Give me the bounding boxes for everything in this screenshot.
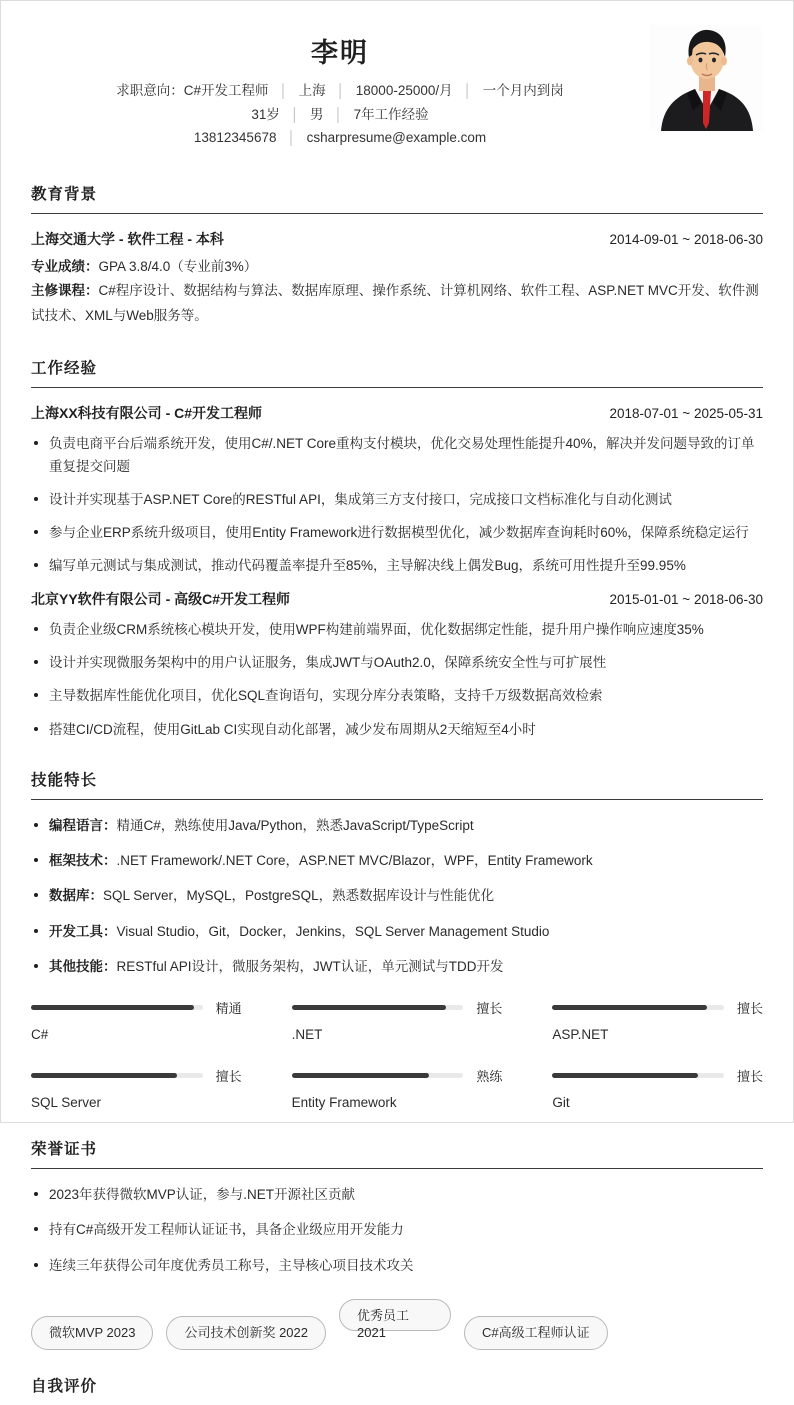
education-date: 2014-09-01 ~ 2018-06-30 (609, 231, 763, 247)
bar-track (552, 1073, 724, 1078)
city-segment: 上海 (298, 83, 326, 98)
section-honors (31, 1137, 763, 1350)
skill-bullet: 数据库：SQL Server，MySQL，PostgreSQL，熟悉数据库设计与性能优化 (31, 885, 763, 907)
experience-segment: 7年工作经验 (353, 106, 429, 122)
bullet-dot (34, 1263, 38, 1267)
bar-fill (552, 1005, 706, 1010)
job-date: 2015-01-01 ~ 2018-06-30 (609, 591, 763, 607)
section-education (31, 182, 763, 330)
badge-certification: C#高级工程师认证 (464, 1316, 608, 1350)
bullet-dot (34, 727, 38, 731)
skill-bullet: 其他技能：RESTful API设计，微服务架构，JWT认证，单元测试与TDD开发 (31, 956, 763, 978)
honor-bullet: 连续三年获得公司年度优秀员工称号，主导核心项目技术攻关 (31, 1255, 763, 1277)
candidate-name: 李明 (311, 38, 369, 68)
skill-bullet: 框架技术：.NET Framework/.NET Core，ASP.NET MVC/Blazor，WPF，Entity Framework (31, 850, 763, 872)
personal-info-line (31, 108, 649, 122)
skills-title: 技能特长 (31, 768, 763, 800)
job-intention-line (31, 84, 649, 98)
bar-fill (31, 1073, 177, 1078)
job-bullet: 参与企业ERP系统升级项目，使用Entity Framework进行数据模型优化，减少数据库查询耗时60%，保障系统稳定运行 (31, 522, 763, 544)
job-bullet: 负责电商平台后端系统开发，使用C#/.NET Core重构支付模块，优化交易处理性能提升40%，解决并发问题导致的订单重复提交问题 (31, 433, 763, 478)
honor-badges (31, 1299, 763, 1350)
courses-value: C#程序设计、数据结构与算法、数据库原理、操作系统、计算机网络、软件工程、ASP.NET MVC开发、软件测试技术、XML与Web服务等。 (31, 283, 759, 324)
salary-segment: 18000-25000/月 (355, 83, 453, 98)
job-entry (31, 403, 763, 577)
separator: │ (463, 83, 472, 98)
bullet-dot (34, 823, 38, 827)
badge-excellent-employee: 优秀员工 2021 (339, 1299, 451, 1331)
bar-fill (31, 1005, 194, 1010)
bullet-dot (34, 858, 38, 862)
bullet-dot (34, 1192, 38, 1196)
bar-fill (552, 1073, 698, 1078)
bar-track (552, 1005, 724, 1010)
job-bullet: 负责企业级CRM系统核心模块开发，使用WPF构建前端界面，优化数据绑定性能，提升用户操作响应速度35% (31, 619, 763, 641)
skill-bar-sqlserver: 擅长 SQL Server (31, 1069, 242, 1111)
separator: │ (336, 83, 345, 98)
skill-bar-csharp: 精通 C# (31, 1001, 242, 1043)
gpa-label: 专业成绩： (31, 258, 99, 274)
bullet-dot (34, 530, 38, 534)
email-address: csharpresume@example.com (306, 130, 487, 145)
gpa-row (31, 255, 763, 280)
job-date: 2018-07-01 ~ 2025-05-31 (609, 406, 763, 422)
badge-mvp: 微软MVP 2023 (31, 1316, 153, 1350)
separator: │ (334, 106, 343, 122)
gender-segment: 男 (310, 106, 324, 122)
section-work (31, 356, 763, 740)
gpa-value: GPA 3.8/4.0（专业前3%） (98, 258, 258, 274)
bullet-dot (34, 627, 38, 631)
bullet-dot (34, 441, 38, 445)
bar-fill (292, 1005, 446, 1010)
bullet-dot (34, 929, 38, 933)
separator: │ (290, 106, 299, 122)
honors-title: 荣誉证书 (31, 1137, 763, 1169)
job-entry (31, 589, 763, 741)
intention-segment: 求职意向：C#开发工程师 (116, 83, 269, 98)
section-self-evaluation (31, 1374, 763, 1405)
education-title: 教育背景 (31, 182, 763, 214)
bar-track (292, 1005, 464, 1010)
bullet-dot (34, 660, 38, 664)
work-title: 工作经验 (31, 356, 763, 388)
availability-segment: 一个月内到岗 (482, 83, 564, 98)
honor-bullet: 持有C#高级开发工程师认证证书，具备企业级应用开发能力 (31, 1219, 763, 1241)
skill-bullet: 编程语言：精通C#，熟练使用Java/Python，熟悉JavaScript/TypeScript (31, 815, 763, 837)
bullet-dot (34, 497, 38, 501)
phone-number: 13812345678 (193, 130, 277, 145)
header-text-block (31, 25, 649, 155)
separator: │ (287, 130, 296, 145)
job-bullet: 设计并实现基于ASP.NET Core的RESTful API，集成第三方支付接口，完成接口文档标准化与自动化测试 (31, 489, 763, 511)
company-role: 上海XX科技有限公司 - C#开发工程师 (31, 405, 263, 422)
courses-label: 主修课程： (31, 283, 99, 299)
separator: │ (279, 83, 288, 98)
bar-track (31, 1073, 203, 1078)
resume-header (31, 25, 763, 155)
job-bullet: 编写单元测试与集成测试，推动代码覆盖率提升至85%，主导解决线上偶发Bug，系统可用性提升至99.95% (31, 555, 763, 577)
bullet-dot (34, 693, 38, 697)
courses-row (31, 279, 763, 329)
bullet-dot (34, 964, 38, 968)
skill-bullet: 开发工具：Visual Studio，Git，Docker，Jenkins，SQL Server Management Studio (31, 921, 763, 943)
profile-photo (649, 25, 763, 131)
job-bullet: 设计并实现微服务架构中的用户认证服务，集成JWT与OAuth2.0，保障系统安全性与可扩展性 (31, 652, 763, 674)
age-segment: 31岁 (251, 106, 280, 122)
company-role: 北京YY软件有限公司 - 高级C#开发工程师 (31, 590, 291, 607)
skill-bar-git: 擅长 Git (552, 1069, 763, 1111)
school-degree: 上海交通大学 - 软件工程 - 本科 (31, 230, 224, 247)
self-evaluation-title: 自我评价 (31, 1378, 98, 1396)
bar-fill (292, 1073, 429, 1078)
contact-line (31, 131, 649, 145)
bullet-dot (34, 563, 38, 567)
bar-track (292, 1073, 464, 1078)
skill-bar-ef: 熟练 Entity Framework (291, 1069, 503, 1111)
bullet-dot (34, 893, 38, 897)
honor-bullet: 2023年获得微软MVP认证，参与.NET开源社区贡献 (31, 1184, 763, 1206)
bar-track (31, 1005, 203, 1010)
skill-bar-aspnet: 擅长 ASP.NET (552, 1001, 763, 1043)
bullet-dot (34, 1227, 38, 1231)
job-bullet: 搭建CI/CD流程，使用GitLab CI实现自动化部署，减少发布周期从2天缩短至4小时 (31, 719, 763, 741)
skill-bars (31, 998, 763, 1110)
section-skills (31, 768, 763, 1110)
skill-bar-dotnet: 擅长 .NET (291, 1001, 503, 1043)
job-bullet: 主导数据库性能优化项目，优化SQL查询语句，实现分库分表策略，支持千万级数据高效检索 (31, 685, 763, 707)
badge-innovation: 公司技术创新奖 2022 (166, 1316, 326, 1350)
